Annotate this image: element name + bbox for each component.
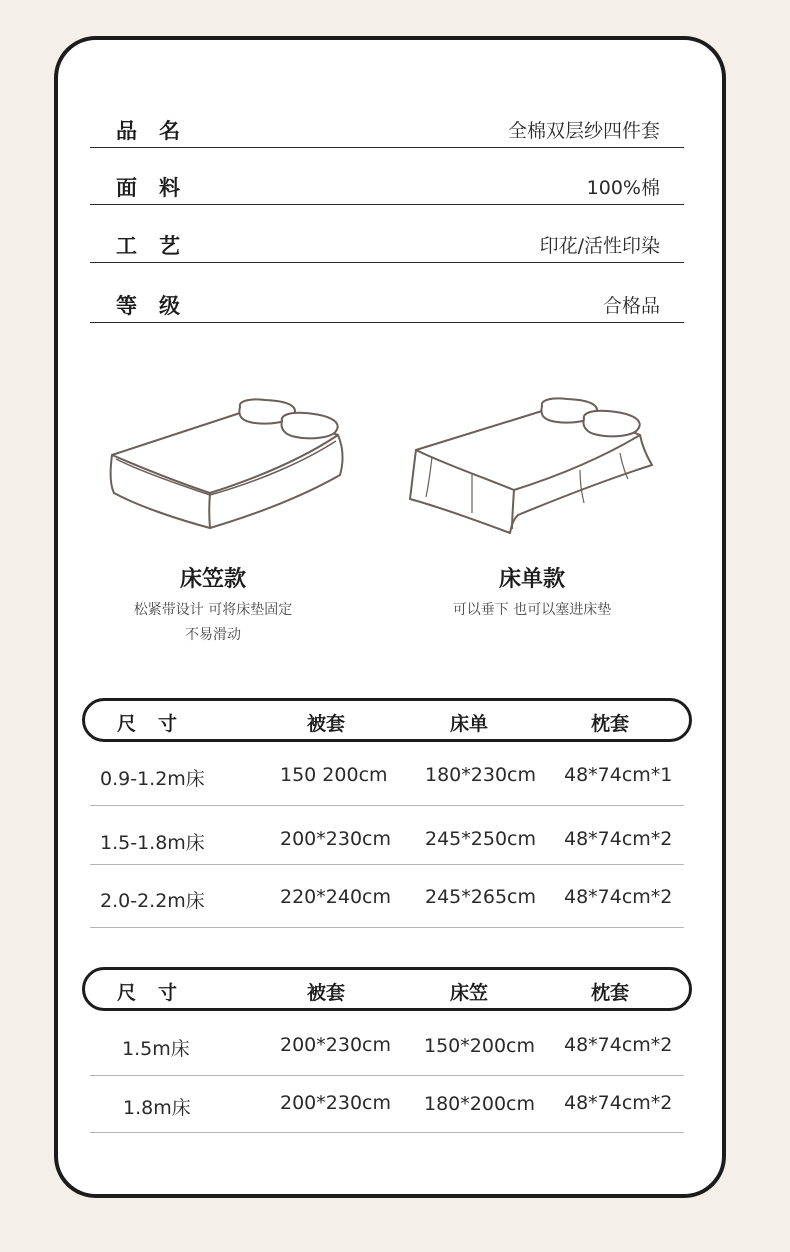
cell-duvet: 150 200cm (280, 764, 388, 786)
spec-value: 合格品 (602, 295, 660, 317)
fitted-desc-line2: 不易滑动 (185, 627, 241, 643)
cell-sheet: 245*250cm (425, 828, 536, 850)
table-row (90, 806, 684, 865)
spec-row-craft (90, 222, 684, 263)
header-pillowcase: 枕套 (591, 713, 630, 735)
cell-pillowcase: 48*74cm*2 (564, 1092, 673, 1114)
flat-sheet-bed-icon (402, 395, 662, 540)
cell-duvet: 200*230cm (280, 1092, 391, 1114)
cell-pillowcase: 48*74cm*2 (564, 828, 673, 850)
cell-size: 2.0-2.2m床 (100, 890, 205, 912)
spec-label: 等级 (116, 294, 202, 318)
spec-row-grade (90, 282, 684, 323)
spec-label: 品名 (116, 119, 202, 143)
table2-header (82, 967, 692, 1011)
flat-style-title: 床单款 (498, 567, 565, 592)
spec-row-fabric (90, 164, 684, 205)
cell-size: 0.9-1.2m床 (100, 768, 205, 790)
header-size: 尺寸 (117, 982, 200, 1004)
spec-label: 工艺 (116, 234, 202, 258)
spec-value: 100%棉 (586, 177, 660, 199)
cell-fitted-sheet: 150*200cm (424, 1035, 535, 1057)
cell-sheet: 180*230cm (425, 764, 536, 786)
table-row (90, 1017, 684, 1076)
cell-size: 1.5-1.8m床 (100, 832, 205, 854)
flat-style-desc: 可以垂下 也可以塞进床垫 (452, 602, 612, 618)
cell-duvet: 220*240cm (280, 886, 391, 908)
spec-value: 全棉双层纱四件套 (507, 120, 660, 142)
cell-duvet: 200*230cm (280, 828, 391, 850)
cell-fitted-sheet: 180*200cm (424, 1093, 535, 1115)
header-sheet: 床单 (450, 713, 489, 735)
fitted-sheet-bed-icon (100, 395, 360, 540)
cell-pillowcase: 48*74cm*2 (564, 1034, 673, 1056)
header-size: 尺寸 (117, 713, 200, 735)
cell-duvet: 200*230cm (280, 1034, 391, 1056)
cell-pillowcase: 48*74cm*1 (564, 764, 673, 786)
header-pillowcase: 枕套 (591, 982, 630, 1004)
fitted-desc-line1: 松紧带设计 可将床垫固定 (133, 602, 293, 618)
table-row (90, 747, 684, 806)
table-row (90, 869, 684, 928)
table-row (90, 1074, 684, 1133)
fitted-style-title: 床笠款 (179, 567, 246, 592)
cell-pillowcase: 48*74cm*2 (564, 886, 673, 908)
header-duvet: 被套 (307, 713, 346, 735)
spec-row-name (90, 107, 684, 148)
header-duvet: 被套 (307, 982, 346, 1004)
cell-size: 1.8m床 (123, 1097, 191, 1119)
spec-label: 面料 (116, 176, 202, 200)
header-fitted-sheet: 床笠 (450, 982, 489, 1004)
spec-value: 印花/活性印染 (539, 235, 660, 257)
fitted-style-desc (93, 598, 333, 648)
cell-size: 1.5m床 (122, 1038, 190, 1060)
table1-header (82, 698, 692, 742)
cell-sheet: 245*265cm (425, 886, 536, 908)
